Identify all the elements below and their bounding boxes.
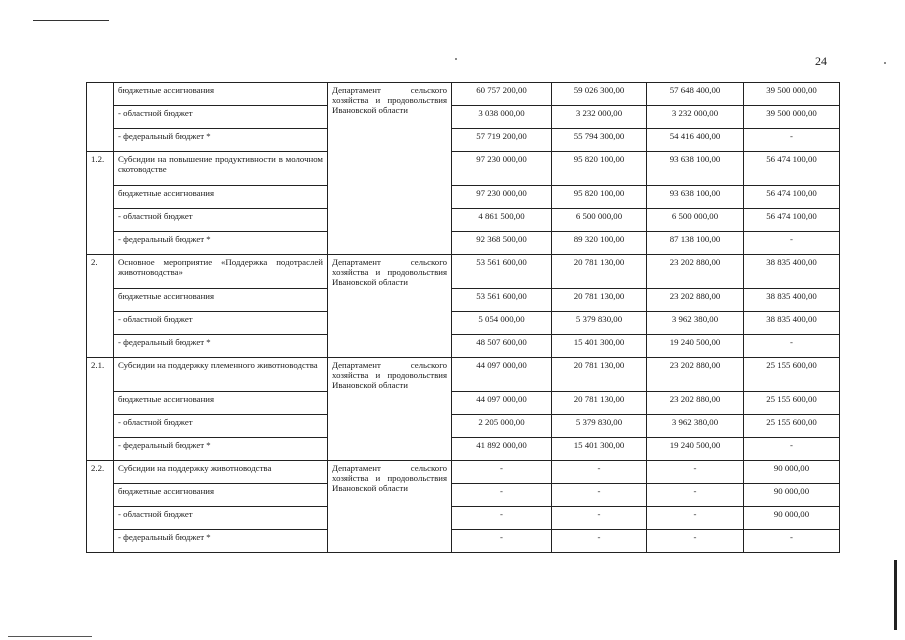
table-row	[87, 152, 840, 186]
row-executor: Департамент сельского хозяйства и продовольствия Ивановской области	[328, 255, 452, 358]
row-value-2: 89 320 100,00	[552, 232, 647, 255]
row-executor: Департамент сельского хозяйства и продовольствия Ивановской области	[328, 83, 452, 255]
table-row	[87, 312, 840, 335]
table-row	[87, 335, 840, 358]
row-name: бюджетные ассигнования	[114, 186, 328, 209]
row-value-3: 19 240 500,00	[647, 438, 744, 461]
row-value-4: 90 000,00	[744, 507, 840, 530]
row-value-3: -	[647, 530, 744, 553]
row-value-2: 20 781 130,00	[552, 255, 647, 289]
table-row	[87, 106, 840, 129]
row-name: - федеральный бюджет *	[114, 129, 328, 152]
row-name: бюджетные ассигнования	[114, 392, 328, 415]
row-value-3: 23 202 880,00	[647, 255, 744, 289]
row-value-3: 6 500 000,00	[647, 209, 744, 232]
page-number: 24	[815, 54, 827, 68]
row-name: - областной бюджет	[114, 209, 328, 232]
row-value-2: -	[552, 507, 647, 530]
table-row	[87, 232, 840, 255]
row-value-2: 95 820 100,00	[552, 152, 647, 186]
row-name: - областной бюджет	[114, 415, 328, 438]
row-name: - федеральный бюджет *	[114, 335, 328, 358]
row-value-3: 93 638 100,00	[647, 186, 744, 209]
row-value-3: 23 202 880,00	[647, 392, 744, 415]
table-row	[87, 129, 840, 152]
budget-table	[86, 82, 840, 553]
row-value-1: -	[452, 507, 552, 530]
row-value-2: 15 401 300,00	[552, 335, 647, 358]
scan-artifact-line-bottom	[8, 636, 92, 637]
row-value-1: 44 097 000,00	[452, 392, 552, 415]
row-name: - федеральный бюджет *	[114, 232, 328, 255]
row-value-4: 90 000,00	[744, 484, 840, 507]
scan-artifact-line-top	[33, 20, 109, 21]
row-index	[87, 83, 114, 152]
row-value-3: 3 962 380,00	[647, 312, 744, 335]
table-row	[87, 415, 840, 438]
row-value-1: 48 507 600,00	[452, 335, 552, 358]
row-value-2: -	[552, 461, 647, 484]
row-value-1: -	[452, 530, 552, 553]
row-name: Субсидии на поддержку животноводства	[114, 461, 328, 484]
row-name: Субсидии на повышение продуктивности в молочном скотоводстве	[114, 152, 328, 186]
row-value-2: 20 781 130,00	[552, 289, 647, 312]
row-value-4: 38 835 400,00	[744, 255, 840, 289]
row-value-1: -	[452, 461, 552, 484]
row-value-4: -	[744, 232, 840, 255]
table-row	[87, 209, 840, 232]
scan-speck	[455, 58, 457, 60]
row-value-2: 20 781 130,00	[552, 392, 647, 415]
row-value-3: -	[647, 461, 744, 484]
row-index: 2.1.	[87, 358, 114, 461]
table-row	[87, 186, 840, 209]
row-index: 2.	[87, 255, 114, 358]
row-name: Субсидии на поддержку племенного животноводства	[114, 358, 328, 392]
row-value-2: 59 026 300,00	[552, 83, 647, 106]
row-value-2: 15 401 300,00	[552, 438, 647, 461]
row-value-1: 2 205 000,00	[452, 415, 552, 438]
row-value-4: -	[744, 129, 840, 152]
table-row	[87, 255, 840, 289]
row-value-3: 3 962 380,00	[647, 415, 744, 438]
row-value-4: -	[744, 438, 840, 461]
row-value-4: 38 835 400,00	[744, 289, 840, 312]
scan-speck	[884, 62, 886, 64]
row-name: бюджетные ассигнования	[114, 83, 328, 106]
row-name: Основное мероприятие «Поддержка подотраслей животноводства»	[114, 255, 328, 289]
row-name: - областной бюджет	[114, 312, 328, 335]
row-name: бюджетные ассигнования	[114, 484, 328, 507]
row-value-3: 93 638 100,00	[647, 152, 744, 186]
row-value-1: -	[452, 484, 552, 507]
row-index: 2.2.	[87, 461, 114, 553]
row-name: бюджетные ассигнования	[114, 289, 328, 312]
row-value-3: 23 202 880,00	[647, 289, 744, 312]
table-row	[87, 484, 840, 507]
row-value-2: 5 379 830,00	[552, 415, 647, 438]
row-value-4: 90 000,00	[744, 461, 840, 484]
row-value-1: 41 892 000,00	[452, 438, 552, 461]
row-name: - федеральный бюджет *	[114, 530, 328, 553]
row-value-4: 25 155 600,00	[744, 358, 840, 392]
row-value-1: 53 561 600,00	[452, 289, 552, 312]
row-value-1: 97 230 000,00	[452, 186, 552, 209]
row-value-1: 4 861 500,00	[452, 209, 552, 232]
row-value-2: 5 379 830,00	[552, 312, 647, 335]
row-value-3: 23 202 880,00	[647, 358, 744, 392]
row-value-3: 19 240 500,00	[647, 335, 744, 358]
row-value-1: 97 230 000,00	[452, 152, 552, 186]
row-value-2: 20 781 130,00	[552, 358, 647, 392]
row-value-4: 39 500 000,00	[744, 106, 840, 129]
row-value-4: 56 474 100,00	[744, 209, 840, 232]
row-value-1: 44 097 000,00	[452, 358, 552, 392]
row-value-4: 56 474 100,00	[744, 186, 840, 209]
row-executor: Департамент сельского хозяйства и продовольствия Ивановской области	[328, 461, 452, 553]
row-executor: Департамент сельского хозяйства и продовольствия Ивановской области	[328, 358, 452, 461]
row-value-2: 55 794 300,00	[552, 129, 647, 152]
row-value-2: 95 820 100,00	[552, 186, 647, 209]
row-value-3: 87 138 100,00	[647, 232, 744, 255]
row-value-4: 25 155 600,00	[744, 392, 840, 415]
row-value-3: 3 232 000,00	[647, 106, 744, 129]
row-name: - областной бюджет	[114, 507, 328, 530]
row-value-1: 92 368 500,00	[452, 232, 552, 255]
table-row	[87, 392, 840, 415]
row-value-1: 5 054 000,00	[452, 312, 552, 335]
table-row	[87, 530, 840, 553]
table-row	[87, 358, 840, 392]
row-value-3: 54 416 400,00	[647, 129, 744, 152]
row-name: - федеральный бюджет *	[114, 438, 328, 461]
row-value-3: -	[647, 507, 744, 530]
row-value-1: 57 719 200,00	[452, 129, 552, 152]
scan-artifact-edge-right	[894, 560, 897, 630]
row-value-4: 38 835 400,00	[744, 312, 840, 335]
table-row	[87, 507, 840, 530]
table-row	[87, 461, 840, 484]
row-value-1: 3 038 000,00	[452, 106, 552, 129]
row-value-3: -	[647, 484, 744, 507]
row-value-4: 56 474 100,00	[744, 152, 840, 186]
row-value-4: -	[744, 530, 840, 553]
table-row	[87, 83, 840, 106]
row-value-4: 39 500 000,00	[744, 83, 840, 106]
table-row	[87, 289, 840, 312]
row-name: - областной бюджет	[114, 106, 328, 129]
row-index: 1.2.	[87, 152, 114, 255]
row-value-2: -	[552, 484, 647, 507]
row-value-2: -	[552, 530, 647, 553]
row-value-2: 3 232 000,00	[552, 106, 647, 129]
row-value-1: 60 757 200,00	[452, 83, 552, 106]
row-value-3: 57 648 400,00	[647, 83, 744, 106]
row-value-4: 25 155 600,00	[744, 415, 840, 438]
table-row	[87, 438, 840, 461]
row-value-4: -	[744, 335, 840, 358]
row-value-2: 6 500 000,00	[552, 209, 647, 232]
row-value-1: 53 561 600,00	[452, 255, 552, 289]
